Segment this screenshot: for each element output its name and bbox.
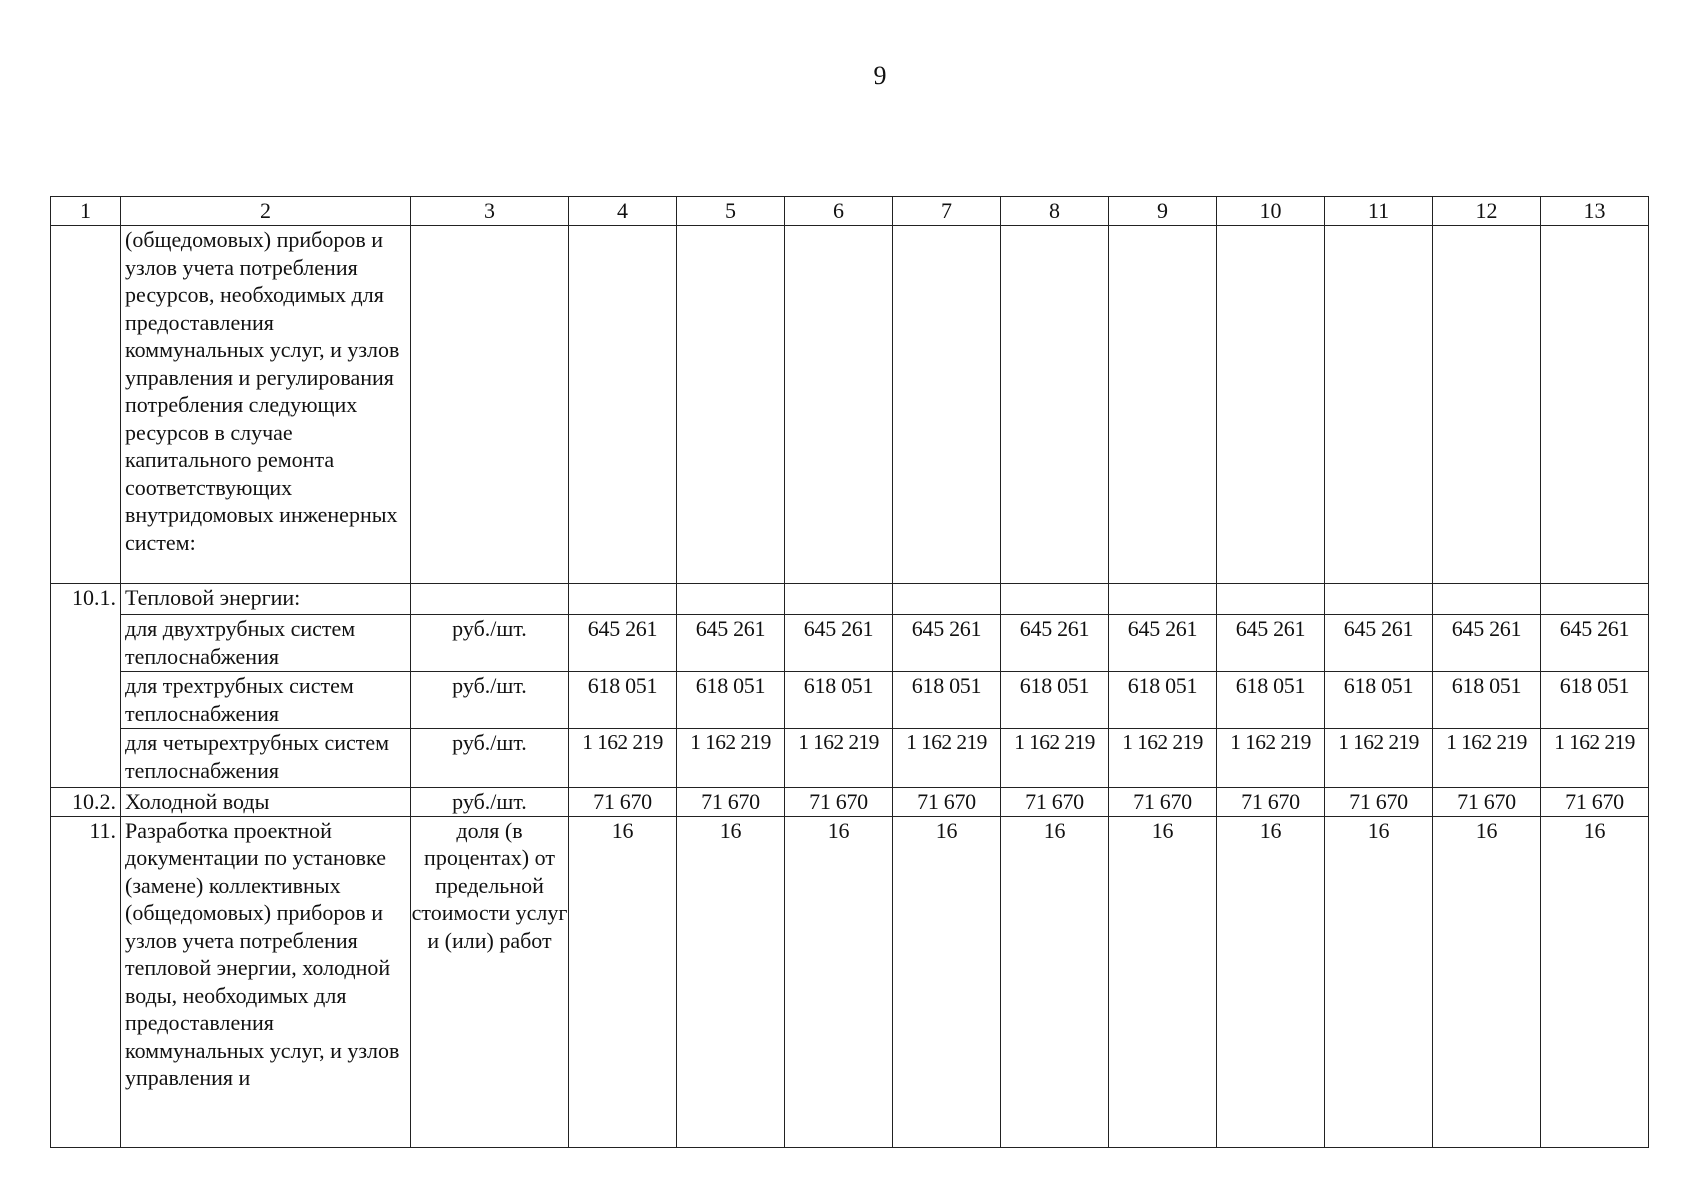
value-cell: 1 162 219 bbox=[1433, 729, 1541, 788]
value-cell: 618 051 bbox=[569, 672, 677, 729]
value-cell: 645 261 bbox=[1541, 615, 1649, 672]
unit-cell: руб./шт. bbox=[411, 788, 569, 817]
value-cell bbox=[785, 584, 893, 615]
item-description: для четырехтрубных систем теплоснабжения bbox=[121, 729, 411, 788]
value-cell: 645 261 bbox=[1325, 615, 1433, 672]
value-cell: 1 162 219 bbox=[677, 729, 785, 788]
item-number: 11. bbox=[51, 816, 121, 1147]
item-description: (общедомовых) приборов и узлов учета потребления ресурсов, необходимых для предоставления коммунальных услуг, и узлов управления и регулирования потребления следующих ресурсов в случае капитального ремонта соответствующих внутридомовых инженерных систем: bbox=[121, 226, 411, 584]
value-cell: 645 261 bbox=[785, 615, 893, 672]
value-cell: 618 051 bbox=[677, 672, 785, 729]
value-cell bbox=[1001, 584, 1109, 615]
value-cell: 71 670 bbox=[1433, 788, 1541, 817]
column-number: 1 bbox=[51, 197, 121, 226]
page-number: 9 bbox=[873, 61, 887, 90]
table-row bbox=[51, 226, 1649, 584]
column-number: 8 bbox=[1001, 197, 1109, 226]
value-cell: 71 670 bbox=[677, 788, 785, 817]
value-cell: 645 261 bbox=[569, 615, 677, 672]
table-row bbox=[51, 584, 1649, 615]
value-cell: 71 670 bbox=[1001, 788, 1109, 817]
value-cell: 16 bbox=[893, 816, 1001, 1147]
value-cell: 1 162 219 bbox=[1217, 729, 1325, 788]
value-cell: 71 670 bbox=[785, 788, 893, 817]
value-cell bbox=[1217, 584, 1325, 615]
value-cell: 618 051 bbox=[1109, 672, 1217, 729]
value-cell: 16 bbox=[1541, 816, 1649, 1147]
column-number: 9 bbox=[1109, 197, 1217, 226]
column-number: 2 bbox=[121, 197, 411, 226]
value-cell: 71 670 bbox=[1325, 788, 1433, 817]
value-cell: 71 670 bbox=[569, 788, 677, 817]
value-cell bbox=[785, 226, 893, 584]
value-cell: 1 162 219 bbox=[893, 729, 1001, 788]
unit-cell bbox=[411, 226, 569, 584]
item-number: 10.1. bbox=[51, 584, 121, 788]
unit-cell: доля (в процентах) от предельной стоимости услуг и (или) работ bbox=[411, 816, 569, 1147]
value-cell: 16 bbox=[569, 816, 677, 1147]
value-cell bbox=[1433, 226, 1541, 584]
item-number: 10.2. bbox=[51, 788, 121, 817]
column-number-row bbox=[51, 197, 1649, 226]
value-cell: 645 261 bbox=[1001, 615, 1109, 672]
value-cell bbox=[677, 584, 785, 615]
value-cell bbox=[1217, 226, 1325, 584]
column-number: 11 bbox=[1325, 197, 1433, 226]
value-cell bbox=[677, 226, 785, 584]
value-cell: 16 bbox=[677, 816, 785, 1147]
value-cell bbox=[1325, 226, 1433, 584]
value-cell: 1 162 219 bbox=[1001, 729, 1109, 788]
column-number: 6 bbox=[785, 197, 893, 226]
item-description: для двухтрубных систем теплоснабжения bbox=[121, 615, 411, 672]
unit-cell: руб./шт. bbox=[411, 615, 569, 672]
value-cell: 1 162 219 bbox=[785, 729, 893, 788]
value-cell: 645 261 bbox=[1217, 615, 1325, 672]
unit-cell: руб./шт. bbox=[411, 729, 569, 788]
value-cell: 16 bbox=[1109, 816, 1217, 1147]
value-cell: 618 051 bbox=[1325, 672, 1433, 729]
value-cell: 618 051 bbox=[1001, 672, 1109, 729]
value-cell: 618 051 bbox=[1541, 672, 1649, 729]
value-cell: 645 261 bbox=[1433, 615, 1541, 672]
value-cell: 71 670 bbox=[1217, 788, 1325, 817]
value-cell: 1 162 219 bbox=[1325, 729, 1433, 788]
table-row bbox=[51, 788, 1649, 817]
value-cell: 645 261 bbox=[677, 615, 785, 672]
value-cell bbox=[1541, 226, 1649, 584]
value-cell bbox=[1109, 226, 1217, 584]
value-cell bbox=[569, 226, 677, 584]
value-cell: 645 261 bbox=[893, 615, 1001, 672]
value-cell bbox=[1109, 584, 1217, 615]
value-cell: 618 051 bbox=[1217, 672, 1325, 729]
table-row bbox=[51, 816, 1649, 1147]
rates-table bbox=[50, 196, 1649, 1148]
value-cell bbox=[1433, 584, 1541, 615]
table-row bbox=[51, 672, 1649, 729]
column-number: 5 bbox=[677, 197, 785, 226]
column-number: 7 bbox=[893, 197, 1001, 226]
value-cell: 71 670 bbox=[1541, 788, 1649, 817]
column-number: 13 bbox=[1541, 197, 1649, 226]
item-number-cell bbox=[51, 226, 121, 584]
value-cell: 618 051 bbox=[1433, 672, 1541, 729]
value-cell: 16 bbox=[1001, 816, 1109, 1147]
value-cell: 16 bbox=[785, 816, 893, 1147]
unit-cell: руб./шт. bbox=[411, 672, 569, 729]
column-number: 4 bbox=[569, 197, 677, 226]
value-cell: 645 261 bbox=[1109, 615, 1217, 672]
item-description: Холодной воды bbox=[121, 788, 411, 817]
value-cell bbox=[1325, 584, 1433, 615]
column-number: 3 bbox=[411, 197, 569, 226]
column-number: 12 bbox=[1433, 197, 1541, 226]
column-number: 10 bbox=[1217, 197, 1325, 226]
table-row bbox=[51, 729, 1649, 788]
table-row bbox=[51, 615, 1649, 672]
item-description: для трехтрубных систем теплоснабжения bbox=[121, 672, 411, 729]
item-description: Разработка проектной документации по установке (замене) коллективных (общедомовых) приборов и узлов учета потребления тепловой энергии, холодной воды, необходимых для предоставления коммунальных услуг, и узлов управления и bbox=[121, 816, 411, 1147]
value-cell bbox=[569, 584, 677, 615]
value-cell bbox=[1541, 584, 1649, 615]
value-cell bbox=[893, 226, 1001, 584]
value-cell: 71 670 bbox=[1109, 788, 1217, 817]
item-description: Тепловой энергии: bbox=[121, 584, 411, 615]
value-cell: 16 bbox=[1217, 816, 1325, 1147]
value-cell: 1 162 219 bbox=[569, 729, 677, 788]
value-cell: 71 670 bbox=[893, 788, 1001, 817]
value-cell bbox=[893, 584, 1001, 615]
value-cell: 618 051 bbox=[785, 672, 893, 729]
value-cell bbox=[1001, 226, 1109, 584]
value-cell: 16 bbox=[1325, 816, 1433, 1147]
value-cell: 16 bbox=[1433, 816, 1541, 1147]
unit-cell bbox=[411, 584, 569, 615]
value-cell: 1 162 219 bbox=[1109, 729, 1217, 788]
value-cell: 1 162 219 bbox=[1541, 729, 1649, 788]
value-cell: 618 051 bbox=[893, 672, 1001, 729]
